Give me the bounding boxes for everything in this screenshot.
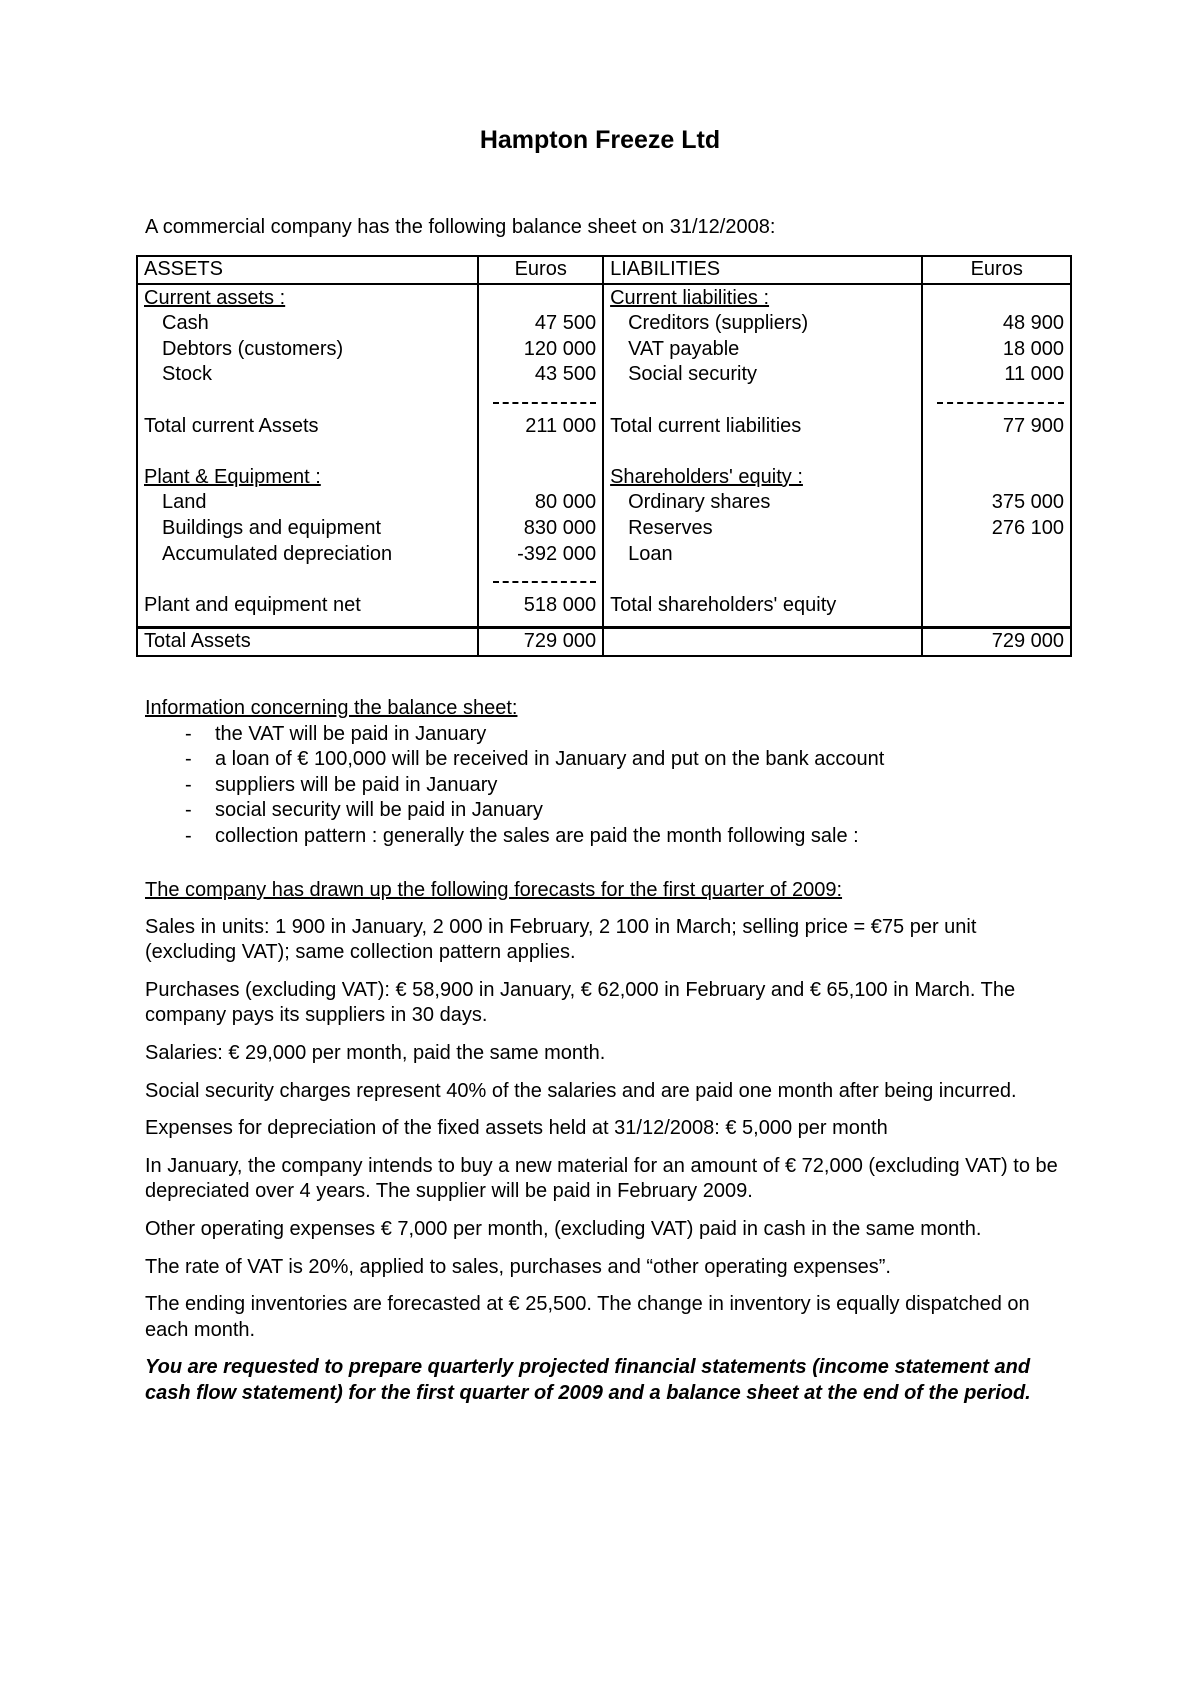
spacer (485, 439, 596, 465)
balance-sheet-body-row (137, 284, 1071, 628)
liabilities-labels-column (603, 284, 922, 628)
buildings-value: 830 000 (523, 516, 597, 539)
loan-label: Loan (628, 542, 673, 565)
forecast-paragraph-new-material: In January, the company intends to buy a new material for an amount of € 72,000 (excluding VAT) to be depreciated over 4 years. The supplier will be paid in February 2009. (145, 1154, 1058, 1203)
document-title: Hampton Freeze Ltd (479, 126, 721, 154)
vat-payable-value: 18 000 (1002, 337, 1064, 360)
assets-values-column (478, 284, 603, 628)
plant-net-label: Plant and equipment net (144, 593, 361, 616)
forecasts-section (145, 878, 1070, 1419)
ordinary-shares-label: Ordinary shares (628, 491, 771, 514)
euros-header-left: Euros (478, 256, 603, 284)
depreciation-label: Accumulated depreciation (162, 542, 393, 565)
debtors-value: 120 000 (523, 337, 597, 360)
cash-label: Cash (162, 312, 209, 335)
spacer (610, 388, 915, 414)
balance-sheet-header-row (137, 256, 1071, 284)
assets-labels-column (137, 284, 478, 628)
spacer (929, 567, 1064, 593)
balance-sheet-information (145, 696, 884, 850)
current-assets-heading: Current assets : (144, 286, 286, 309)
vat-payable-label: VAT payable (628, 337, 740, 360)
stock-label: Stock (162, 363, 213, 386)
liabilities-header: LIABILITIES (603, 256, 922, 284)
euros-header-right: Euros (922, 256, 1071, 284)
total-assets-value-right: 729 000 (922, 628, 1071, 656)
stock-value: 43 500 (534, 363, 597, 386)
spacer (144, 567, 471, 593)
loan-value (929, 542, 1064, 568)
list-item: - collection pattern : generally the sales are paid the month following sale : (145, 824, 884, 850)
forecast-paragraph-vat-rate: The rate of VAT is 20%, applied to sales, purchases and “other operating expenses”. (145, 1255, 891, 1278)
total-current-assets-label: Total current Assets (144, 414, 319, 437)
forecast-paragraph-other-expenses: Other operating expenses € 7,000 per month, (excluding VAT) paid in cash in the same month. (145, 1217, 982, 1240)
cash-value: 47 500 (534, 312, 597, 335)
spacer (929, 465, 1064, 491)
assets-header: ASSETS (137, 256, 478, 284)
forecast-paragraph-depreciation: Expenses for depreciation of the fixed assets held at 31/12/2008: € 5,000 per month (145, 1117, 888, 1140)
list-item: - the VAT will be paid in January (145, 722, 884, 748)
debtors-label: Debtors (customers) (162, 337, 344, 360)
subtotal-dashed-line (929, 388, 1064, 414)
buildings-label: Buildings and equipment (162, 516, 382, 539)
total-assets-value-left: 729 000 (478, 628, 603, 656)
forecast-paragraph-purchases: Purchases (excluding VAT): € 58,900 in January, € 62,000 in February and € 65,100 in March. The company pays its suppliers in 30 days. (145, 978, 1016, 1027)
list-item: - social security will be paid in January (145, 798, 884, 824)
forecast-paragraph-salaries: Salaries: € 29,000 per month, paid the same month. (145, 1041, 606, 1064)
subtotal-dashed-line (485, 388, 596, 414)
land-label: Land (162, 491, 207, 514)
spacer (485, 465, 596, 491)
spacer (144, 388, 471, 414)
forecasts-heading: The company has drawn up the following forecasts for the first quarter of 2009: (145, 879, 843, 901)
creditors-value: 48 900 (1002, 312, 1064, 335)
spacer (485, 286, 596, 312)
total-current-assets-value: 211 000 (525, 414, 597, 437)
reserves-label: Reserves (628, 516, 713, 539)
spacer (929, 286, 1064, 312)
liabilities-values-column (922, 284, 1071, 628)
depreciation-value: -392 000 (517, 542, 597, 565)
social-security-label: Social security (628, 363, 758, 386)
shareholders-equity-heading: Shareholders' equity : (610, 465, 803, 488)
forecast-paragraph-social-security: Social security charges represent 40% of the salaries and are paid one month after being incurred. (145, 1079, 1017, 1102)
total-current-liabilities-value: 77 900 (1002, 414, 1064, 437)
subtotal-dashed-line (485, 567, 596, 593)
creditors-label: Creditors (suppliers) (628, 312, 809, 335)
ordinary-shares-value: 375 000 (991, 491, 1064, 514)
reserves-value: 276 100 (991, 516, 1064, 539)
total-assets-label: Total Assets (137, 628, 478, 656)
intro-text: A commercial company has the following balance sheet on 31/12/2008: (145, 216, 776, 238)
total-liabilities-label-cell (603, 628, 922, 656)
information-heading: Information concerning the balance sheet: (145, 697, 518, 719)
total-equity-label: Total shareholders' equity (610, 593, 837, 616)
land-value: 80 000 (534, 491, 597, 514)
total-assets-row (137, 628, 1071, 656)
total-equity-value (929, 593, 1064, 619)
forecast-paragraph-inventories: The ending inventories are forecasted at € 25,500. The change in inventory is equally dispatched on each month. (145, 1293, 1030, 1341)
list-item: - suppliers will be paid in January (145, 773, 884, 799)
total-current-liabilities-label: Total current liabilities (610, 414, 802, 437)
list-item: - a loan of € 100,000 will be received in January and put on the bank account (145, 747, 884, 773)
spacer (144, 439, 471, 465)
current-liabilities-heading: Current liabilities : (610, 286, 770, 309)
balance-sheet-table (136, 255, 1072, 657)
request-instructions: You are requested to prepare quarterly projected financial statements (income statement and cash flow statement) for the first quarter of 2009 and a balance sheet at the end of the period. (145, 1356, 1031, 1404)
plant-net-value: 518 000 (523, 593, 597, 616)
spacer (610, 439, 915, 465)
spacer (929, 439, 1064, 465)
information-list (145, 722, 884, 850)
social-security-value: 11 000 (1004, 363, 1064, 386)
spacer (610, 567, 915, 593)
forecast-paragraph-sales: Sales in units: 1 900 in January, 2 000 in February, 2 100 in March; selling price = €75 per unit (excluding VAT); same collection pattern applies. (145, 915, 977, 964)
plant-equipment-heading: Plant & Equipment : (144, 465, 321, 488)
